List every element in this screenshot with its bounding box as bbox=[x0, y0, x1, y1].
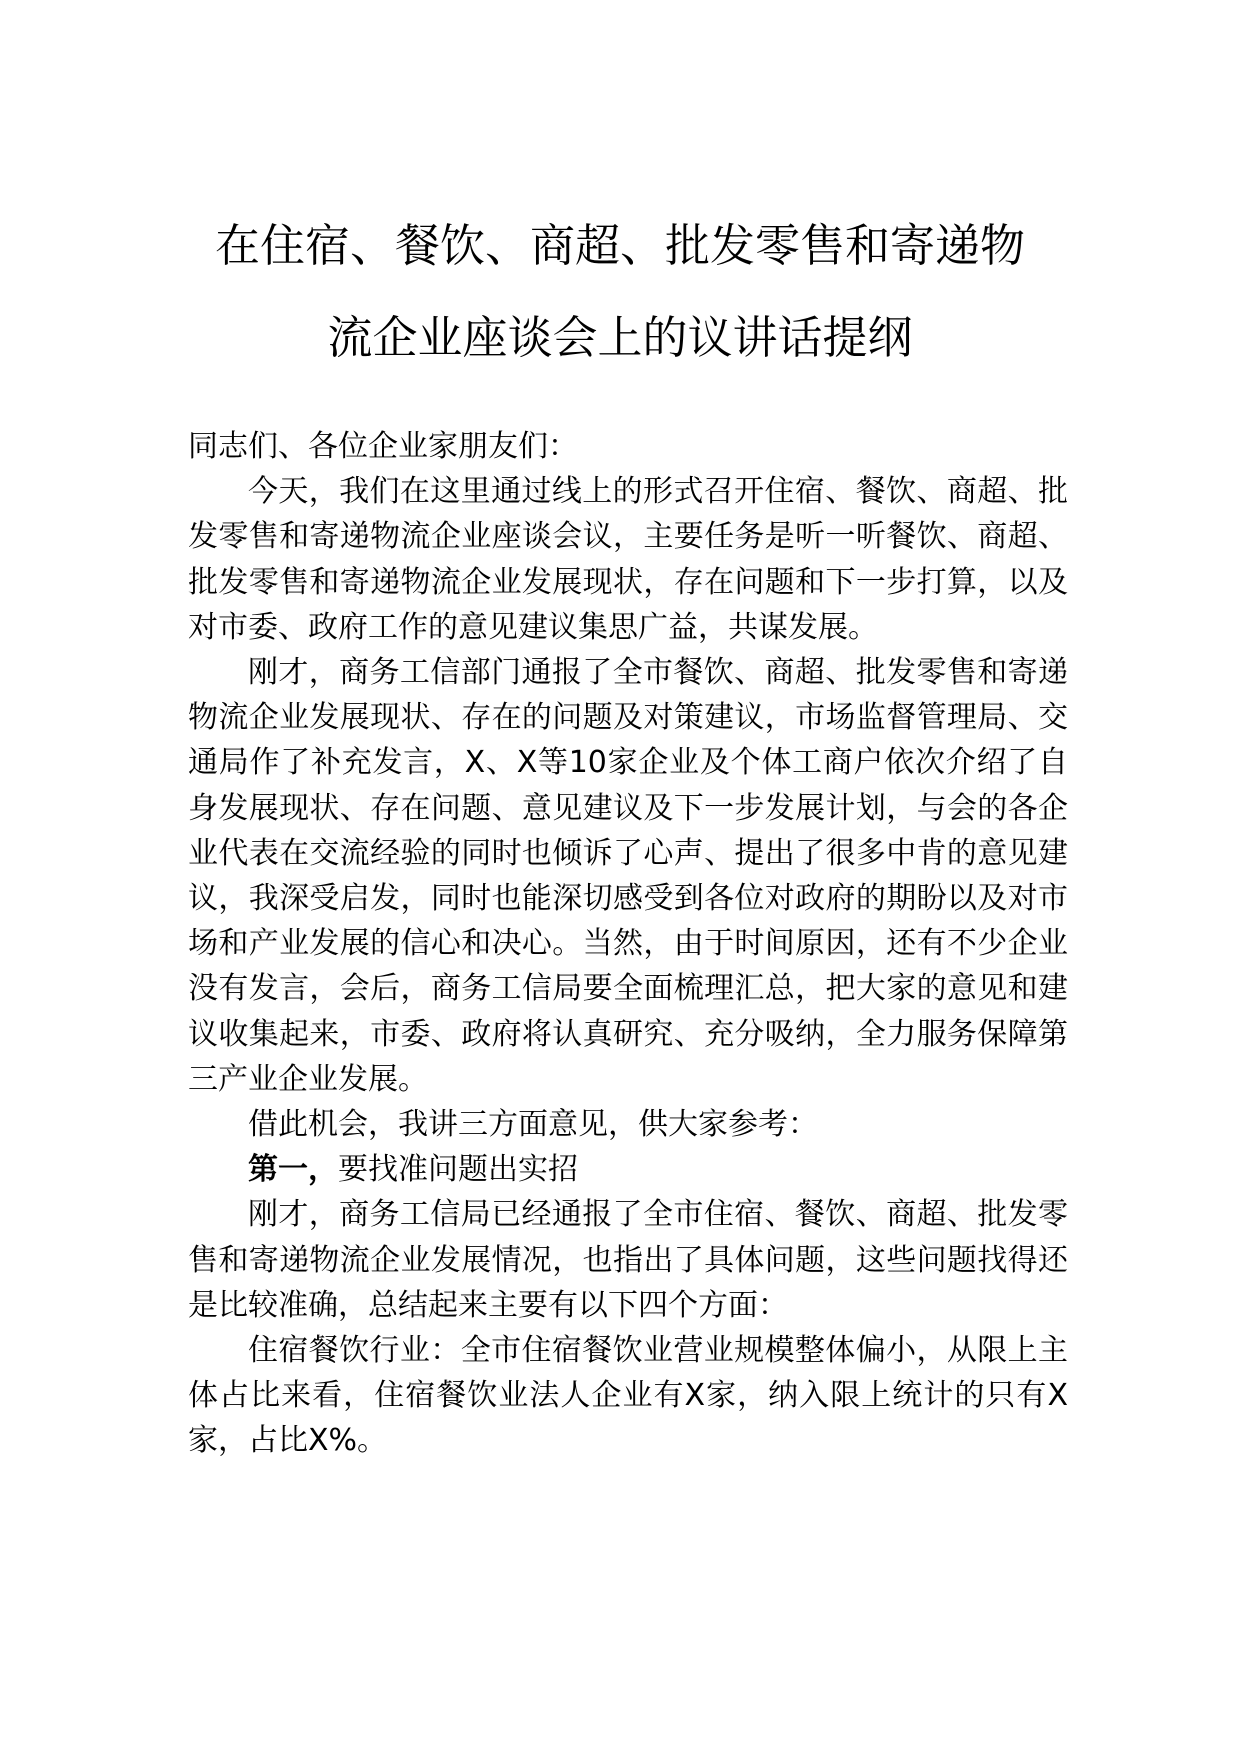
paragraph-problems-intro: 刚才，商务工信局已经通报了全市住宿、餐饮、商超、批发零售和寄递物流企业发展情况，也指出了具体问题，这些问题找得还是比较准确，总结起来主要有以下四个方面： bbox=[188, 1197, 1068, 1323]
document-title-line-1: 在住宿、餐饮、商超、批发零售和寄递物 bbox=[214, 219, 1025, 272]
section-heading-1 bbox=[188, 1147, 1068, 1192]
paragraph-lodging-catering: 住宿餐饮行业：全市住宿餐饮业营业规模整体偏小，从限上主体占比来看，住宿餐饮业法人企业有X家，纳入限上统计的只有X家，占比X%。 bbox=[188, 1333, 1068, 1459]
salutation: 同志们、各位企业家朋友们： bbox=[188, 429, 578, 464]
document-body bbox=[188, 424, 1068, 1464]
section-heading-1-text: 要找准问题出实招 bbox=[338, 1152, 578, 1188]
paragraph-intro: 今天，我们在这里通过线上的形式召开住宿、餐饮、商超、批发零售和寄递物流企业座谈会议，主要任务是听一听餐饮、商超、批发零售和寄递物流企业发展现状，存在问题和下一步打算，以及对市委、政府工作的意见建议集思广益，共谋发展。 bbox=[188, 474, 1068, 645]
paragraph-transition: 借此机会，我讲三方面意见，供大家参考： bbox=[248, 1107, 818, 1143]
section-heading-1-number: 第一， bbox=[248, 1152, 338, 1188]
paragraph-summary: 刚才，商务工信部门通报了全市餐饮、商超、批发零售和寄递物流企业发展现状、存在的问题及对策建议，市场监督管理局、交通局作了补充发言，X、X等10家企业及个体工商户依次介绍了自身发展现状、存在问题、意见建议及下一步发展计划，与会的各企业代表在交流经验的同时也倾诉了心声、提出了很多中肯的意见建议，我深受启发，同时也能深切感受到各位对政府的期盼以及对市场和产业发展的信心和决心。当然，由于时间原因，还有不少企业没有发言，会后，商务工信局要全面梳理汇总，把大家的意见和建议收集起来，市委、政府将认真研究、充分吸纳，全力服务保障第三产业企业发展。 bbox=[188, 655, 1068, 1097]
document-title-line-2: 流企业座谈会上的议讲话提纲 bbox=[327, 311, 913, 364]
